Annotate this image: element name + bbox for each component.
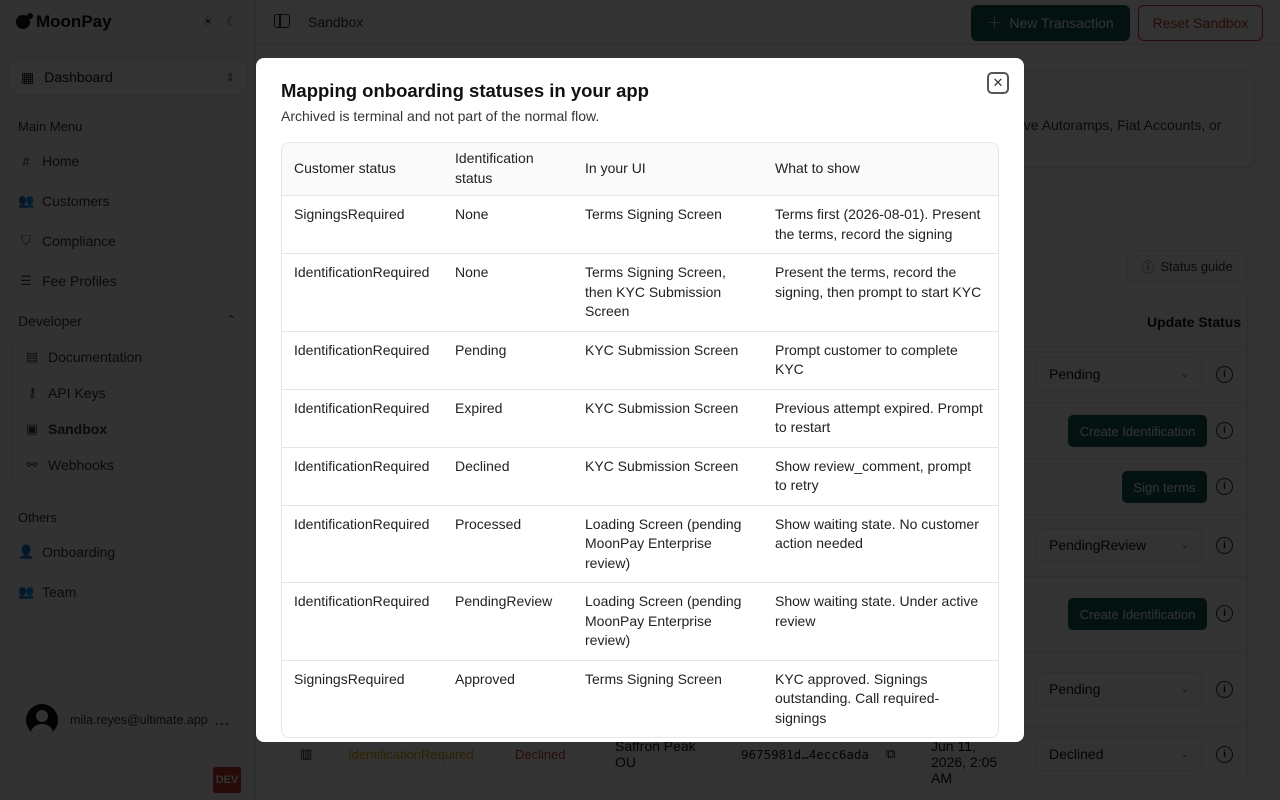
cell-ui: Loading Screen (pending MoonPay Enterprise review) — [573, 582, 763, 660]
cell-what-to-show: Show waiting state. Under active review — [763, 582, 998, 660]
cell-ui: KYC Submission Screen — [573, 331, 763, 389]
table-row — [282, 331, 998, 389]
cell-identification-status: None — [443, 253, 573, 331]
cell-what-to-show: Show review_comment, prompt to retry — [763, 447, 998, 505]
column-header: What to show — [763, 143, 998, 195]
cell-customer-status: IdentificationRequired — [282, 447, 443, 505]
close-icon[interactable]: ✕ — [987, 72, 1009, 94]
table-row — [282, 505, 998, 583]
cell-what-to-show: KYC approved. Signings outstanding. Call required-signings — [763, 660, 998, 738]
dialog-subtitle: Archived is terminal and not part of the normal flow. — [281, 108, 600, 124]
column-header: Identification status — [443, 143, 573, 195]
table-row — [282, 447, 998, 505]
cell-identification-status: PendingReview — [443, 582, 573, 660]
table-row — [282, 253, 998, 331]
cell-customer-status: IdentificationRequired — [282, 582, 443, 660]
cell-ui: KYC Submission Screen — [573, 389, 763, 447]
cell-what-to-show: Terms first (2026-08-01). Present the terms, record the signing — [763, 195, 998, 253]
dialog-title: Mapping onboarding statuses in your app — [281, 80, 649, 101]
cell-what-to-show: Previous attempt expired. Prompt to restart — [763, 389, 998, 447]
cell-ui: Terms Signing Screen — [573, 660, 763, 738]
table-row — [282, 582, 998, 660]
cell-customer-status: SigningsRequired — [282, 195, 443, 253]
cell-what-to-show: Prompt customer to complete KYC — [763, 331, 998, 389]
table-row — [282, 195, 998, 253]
status-mapping-dialog — [256, 58, 1024, 742]
status-mapping-table — [281, 142, 999, 738]
cell-ui: Loading Screen (pending MoonPay Enterprise review) — [573, 505, 763, 583]
cell-customer-status: IdentificationRequired — [282, 331, 443, 389]
table-row — [282, 660, 998, 738]
cell-identification-status: Approved — [443, 660, 573, 738]
cell-customer-status: IdentificationRequired — [282, 505, 443, 583]
table-row — [282, 389, 998, 447]
cell-identification-status: None — [443, 195, 573, 253]
cell-identification-status: Expired — [443, 389, 573, 447]
column-header: Customer status — [282, 143, 443, 195]
cell-ui: Terms Signing Screen, then KYC Submission Screen — [573, 253, 763, 331]
cell-identification-status: Pending — [443, 331, 573, 389]
cell-ui: KYC Submission Screen — [573, 447, 763, 505]
cell-customer-status: SigningsRequired — [282, 660, 443, 738]
cell-identification-status: Processed — [443, 505, 573, 583]
column-header: In your UI — [573, 143, 763, 195]
table-header-row — [282, 143, 998, 195]
table-body — [282, 195, 998, 737]
cell-customer-status: IdentificationRequired — [282, 253, 443, 331]
cell-what-to-show: Show waiting state. No customer action needed — [763, 505, 998, 583]
cell-ui: Terms Signing Screen — [573, 195, 763, 253]
cell-identification-status: Declined — [443, 447, 573, 505]
cell-customer-status: IdentificationRequired — [282, 389, 443, 447]
cell-what-to-show: Present the terms, record the signing, then prompt to start KYC — [763, 253, 998, 331]
